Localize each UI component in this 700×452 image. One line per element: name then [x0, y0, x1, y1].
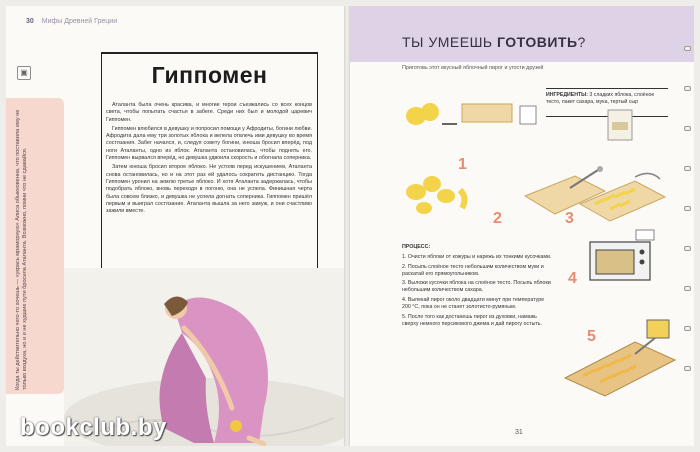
finished-pie-illustration	[555, 318, 685, 398]
binding-ring	[684, 86, 691, 91]
left-page-number: 30	[26, 18, 34, 25]
binding-ring	[684, 326, 691, 331]
ingredients-illustration	[402, 86, 542, 136]
step-number: 5	[587, 328, 596, 345]
book-marker-icon: ▣	[17, 66, 31, 80]
story-paragraph: Гиппомен влюбился в девушку и попросил помощи у Афродиты, богини любви. Афродита дала ему три золотых яблока и велела отвлечь ими девушку во время состязания. Забег начался, и, следуя совету богини, юноша бросил вперёд, под ноги Аталанты, одно из яблок. Аталанта остановилась, чтобы поднять его. Гиппомен вырвался вперёд, но девушка удвоила скорость и обогнала соперника.	[106, 125, 312, 162]
recipe-title	[402, 34, 586, 50]
running-head	[26, 18, 117, 25]
binding-ring	[684, 366, 691, 371]
apples-on-dough-illustration	[575, 169, 670, 224]
binding-rings	[684, 46, 690, 406]
step-number: 2	[493, 210, 502, 227]
page-title: Гиппомен	[151, 62, 268, 88]
running-head-text: Мифы Древней Греции	[41, 18, 118, 25]
step-number: 1	[458, 156, 467, 173]
sliced-apples-illustration	[402, 168, 477, 228]
recipe-title-suffix: ?	[577, 34, 586, 50]
right-page	[350, 6, 694, 446]
process-section	[402, 244, 552, 330]
oven-illustration	[584, 228, 660, 286]
flour-bag-icon	[600, 104, 640, 144]
ingredients-label: ИНГРЕДИЕНТЫ:	[546, 92, 588, 98]
right-page-number: 31	[515, 429, 523, 436]
title-frame	[101, 52, 318, 92]
binding-ring	[684, 286, 691, 291]
recipe-subtitle: Приготовь этот вкусный яблочный пирог и угости друзей	[402, 65, 544, 71]
binding-ring	[684, 46, 691, 51]
step-number: 4	[568, 270, 577, 287]
process-step: 4. Выпекай пирог около двадцати минут при температуре 200 °С, пока он не станет золотисто-румяным.	[402, 297, 545, 311]
binding-ring	[684, 206, 691, 211]
process-label: ПРОЦЕСС:	[402, 244, 431, 250]
left-page	[6, 6, 344, 446]
story-paragraph: Затем юноша бросил второе яблоко. Не устояв перед искушением, Аталанта снова остановилась, но и на этот раз ей удалось сократить дистанцию. Тогда Гиппомен уронил на землю третье яблоко. И хотя Аталанта задержалась, чтобы подобрать яблоко, вновь переходя в погоню, она не успела. Финишная черта была совсем близко, и девушка не успела догнать соперника. Гиппомен пришёл первым и выиграл состязание. Аталанта вышла за него замуж, и они счастливо зажили вместе.	[106, 164, 312, 215]
recipe-title-prefix: ТЫ УМЕЕШЬ	[402, 34, 497, 50]
side-note-text: Когда ты действительно чего-то хочешь — «укрась мраморную» Aлиса обыкновенна, что поставила ему не только воздуха, но и и не худшие пути бросила Аталанта. Возможно, помни что не сдавайся.	[15, 109, 29, 390]
process-step: 5. После того как достанешь пирог из духовки, намажь сверху немного персикового джема и дай пирогу остыть.	[402, 313, 543, 327]
story-text	[106, 102, 312, 217]
ingredients-text: 3 сладких яблока, слоёное тесто, пакет сахара, мука, тертый сыр	[546, 92, 655, 105]
process-step: 1. Очисти яблоки от кожуры и нарежь их тонкими кусочками.	[402, 254, 552, 261]
binding-ring	[684, 166, 691, 171]
binding-ring	[684, 126, 691, 131]
process-step: 3. Выложи кусочки яблока на слоёное тесто. Посыпь яблоки небольшим количеством сахара.	[402, 280, 551, 294]
watermark: bookclub.by	[20, 414, 167, 441]
step-number: 3	[565, 210, 574, 227]
process-step: 2. Посыпь слоёное тесто небольшим количеством муки и раскатай его прямоугольником.	[402, 263, 544, 277]
story-paragraph: Аталанта была очень красива, и многие герои съезжались со всех концов света, чтобы попытать счастья в забеге. Среди них был и молодой царевич Гиппомен.	[106, 102, 312, 123]
binding-ring	[684, 246, 691, 251]
recipe-title-bold: ГОТОВИТЬ	[496, 34, 578, 50]
